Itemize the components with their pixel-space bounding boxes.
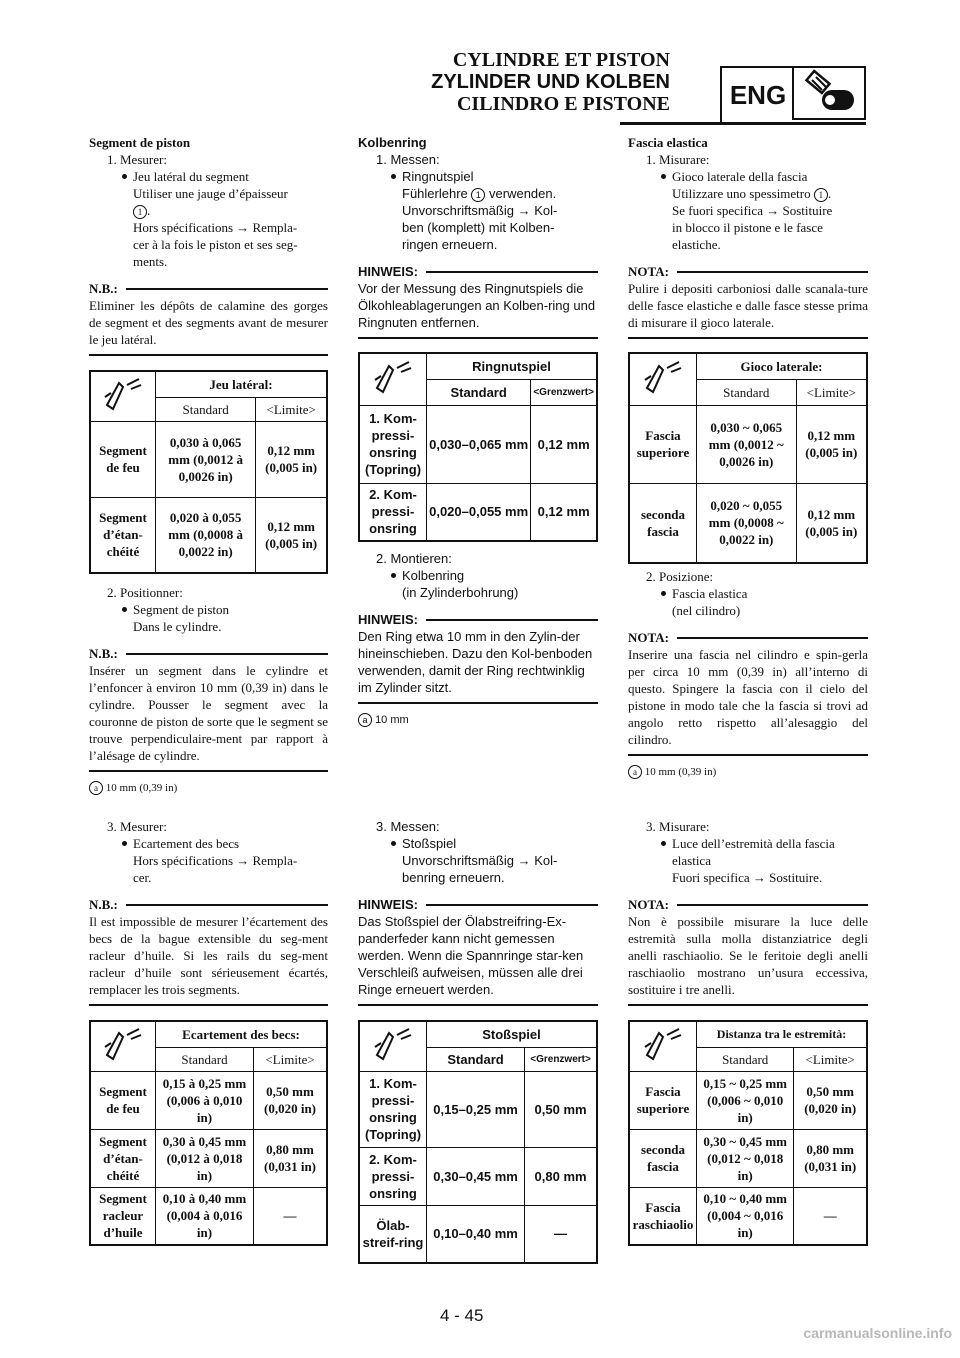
- dimension-note: a 10 mm (0,39 in): [89, 780, 328, 797]
- step-detail: in blocco il pistone e le fasce: [672, 220, 823, 236]
- header-title-de: ZYLINDER UND KOLBEN: [431, 71, 670, 93]
- note-header: N.B.:: [89, 280, 328, 297]
- row-standard: 0,10 ~ 0,40 mm (0,004 ~ 0,016 in): [697, 1187, 794, 1245]
- row-limit: —: [525, 1205, 597, 1263]
- note-rule: [358, 337, 598, 339]
- col-header-limit: <Limite>: [254, 1047, 327, 1071]
- spec-table-end-gap-fr: [89, 1020, 328, 1246]
- note-header: HINWEIS:: [358, 611, 598, 628]
- header-title-fr: CYLINDRE ET PISTON: [452, 49, 670, 71]
- note-text: Vor der Messung des Ringnutspiels die Ölkohleablagerungen an Kolben-ring und Ringnuten entfernen.: [358, 281, 596, 330]
- row-limit: 0,12 mm (0,005 in): [256, 421, 327, 497]
- measure-tool-icon: [359, 353, 427, 405]
- note-header: NOTA:: [628, 629, 868, 646]
- row-limit: 0,12 mm: [531, 405, 597, 483]
- col-header-limit: <Limite>: [256, 397, 327, 421]
- step-text: 2. Positionner:: [107, 585, 183, 600]
- column-fr-part3: [89, 818, 328, 1006]
- note-rule: [89, 1004, 328, 1006]
- note-rule: [89, 770, 328, 772]
- row-label: 1. Kom-pressi-onsring (Topring): [359, 1071, 427, 1147]
- table-title: Jeu latéral:: [156, 371, 328, 397]
- row-label: Fascia superiore: [629, 1071, 697, 1129]
- row-standard: 0,10 à 0,40 mm (0,004 à 0,016 in): [156, 1187, 254, 1245]
- bullet-item: Ringnutspiel: [358, 168, 598, 185]
- table-title: Distanza tra le estremità:: [697, 1021, 868, 1047]
- col-header-limit: <Limite>: [796, 379, 867, 405]
- bullet-item: Luce dell’estremità della fascia: [628, 835, 868, 852]
- col-header-standard: Standard: [156, 397, 256, 421]
- measure-tool-icon: [359, 1021, 427, 1071]
- step-detail: ments.: [133, 254, 168, 270]
- measure-tool-icon: [629, 353, 697, 405]
- measure-tool-icon: [90, 1021, 156, 1071]
- step-detail: Unvorschriftsmäßig → Kol-: [402, 203, 558, 218]
- row-limit: 0,80 mm (0,031 in): [794, 1129, 867, 1187]
- row-label: Ölab-streif-ring: [359, 1205, 427, 1263]
- row-label: Segment de feu: [90, 421, 156, 497]
- column-it-part2: [628, 568, 868, 781]
- row-limit: 0,12 mm (0,005 in): [796, 483, 867, 563]
- dimension-note: a 10 mm (0,39 in): [628, 764, 868, 781]
- row-standard: 0,030 ~ 0,065 mm (0,0012 ~ 0,0026 in): [697, 405, 797, 483]
- row-standard: 0,30–0,45 mm: [427, 1147, 525, 1205]
- step-text: 3. Messen:: [376, 819, 440, 834]
- step-detail: Hors spécifications → Rempla-: [133, 220, 298, 236]
- row-standard: 0,30 ~ 0,45 mm (0,012 ~ 0,018 in): [697, 1129, 794, 1187]
- col-header-standard: Standard: [427, 379, 531, 405]
- row-standard: 0,15 ~ 0,25 mm (0,006 ~ 0,010 in): [697, 1071, 794, 1129]
- bullet-item: Segment de piston: [89, 601, 328, 618]
- row-label: seconda fascia: [629, 1129, 697, 1187]
- column-fr-part2: [89, 584, 328, 797]
- row-label: Fascia raschiaolio: [629, 1187, 697, 1245]
- column-de-part3: [358, 818, 598, 1006]
- row-standard: 0,10–0,40 mm: [427, 1205, 525, 1263]
- note-rule: [358, 1004, 598, 1006]
- step-detail: Se fuori specifica → Sostituire: [672, 203, 833, 219]
- step-text: 1. Misurare:: [646, 152, 710, 167]
- row-standard: 0,020 ~ 0,055 mm (0,0008 ~ 0,0022 in): [697, 483, 797, 563]
- note-text: Pulire i depositi carboniosi dalle scanala-ture delle fasce elastiche e dalle fasce stesse prima di misurare il gioco laterale.: [628, 281, 868, 331]
- note-header: N.B.:: [89, 645, 328, 662]
- step-detail: Dans le cylindre.: [133, 619, 222, 634]
- note-text: Non è possibile misurare la luce delle estremità sulla molla distanziatrice degli anelli raschiaolio. Se le feritoie degli anelli raschiaolio mostrano un’usura eccessiva, sostituire i tre anelli.: [628, 914, 868, 997]
- bullet-item: Gioco laterale della fascia: [628, 168, 868, 185]
- note-rule: [358, 702, 598, 704]
- column-fr: [89, 134, 328, 356]
- row-standard: 0,15 à 0,25 mm (0,006 à 0,010 in): [156, 1071, 254, 1129]
- row-standard: 0,30 à 0,45 mm (0,012 à 0,018 in): [156, 1129, 254, 1187]
- row-label: 2. Kom-pressi-onsring: [359, 483, 427, 541]
- step-text: 2. Montieren:: [376, 551, 452, 566]
- row-standard: 0,030 à 0,065 mm (0,0012 à 0,0026 in): [156, 421, 256, 497]
- table-title: Gioco laterale:: [697, 353, 868, 379]
- step-detail: Utiliser une jauge d’épaisseur: [133, 186, 288, 201]
- bullet-item: Kolbenring: [358, 567, 598, 584]
- row-standard: 0,020–0,055 mm: [427, 483, 531, 541]
- step-detail: Unvorschriftsmäßig → Kol-: [402, 853, 558, 868]
- step-text: 1. Mesurer:: [107, 152, 167, 167]
- row-limit: 0,50 mm: [525, 1071, 597, 1147]
- step-detail: (nel cilindro): [672, 603, 741, 618]
- row-limit: 0,12 mm: [531, 483, 597, 541]
- step-detail: elastiche.: [672, 237, 721, 253]
- step-text: 1. Messen:: [376, 152, 440, 167]
- spec-table-end-gap-de: [358, 1020, 598, 1264]
- row-label: seconda fascia: [629, 483, 697, 563]
- note-text: Eliminer les dépôts de calamine des gorges de segment et des segments avant de mesurer le jeu latéral.: [89, 298, 328, 348]
- step-detail: ringen erneuern.: [402, 237, 498, 252]
- note-header: NOTA:: [628, 896, 868, 913]
- row-label: Segment d’étan-chéité: [90, 1129, 156, 1187]
- row-limit: —: [794, 1187, 867, 1245]
- step-text: 2. Posizione:: [646, 569, 714, 584]
- step-detail: cer.: [133, 870, 152, 885]
- note-header: HINWEIS:: [358, 263, 598, 280]
- callout-number: 1: [814, 188, 828, 202]
- spec-table-end-gap-it: [628, 1020, 868, 1246]
- table-title: Ringnutspiel: [427, 353, 598, 379]
- header-rule: [620, 122, 866, 125]
- step-detail: benring erneuern.: [402, 870, 505, 885]
- measure-tool-icon: [90, 371, 156, 421]
- row-limit: 0,12 mm (0,005 in): [256, 497, 327, 573]
- col-header-standard: Standard: [427, 1047, 525, 1071]
- spec-table-ring-groove-de: [358, 352, 598, 542]
- note-rule: [89, 354, 328, 356]
- col-header-standard: Standard: [697, 1047, 794, 1071]
- note-rule: [628, 337, 868, 339]
- row-limit: 0,50 mm (0,020 in): [794, 1071, 867, 1129]
- col-header-standard: Standard: [697, 379, 797, 405]
- col-header-standard: Standard: [156, 1047, 254, 1071]
- step-detail: 1 .: [89, 202, 328, 219]
- row-label: 2. Kom-pressi-onsring: [359, 1147, 427, 1205]
- spec-table-side-clearance-it: [628, 352, 868, 564]
- step-text: 3. Mesurer:: [107, 819, 167, 834]
- row-label: 1. Kom-pressi-onsring (Topring): [359, 405, 427, 483]
- section-heading: Fascia elastica: [628, 135, 708, 150]
- step-detail: Utilizzare uno spessimetro 1 .: [672, 186, 832, 201]
- step-detail: (in Zylinderbohrung): [402, 585, 519, 600]
- bullet-item: Jeu latéral du segment: [89, 168, 328, 185]
- spec-table-side-clearance-fr: [89, 370, 328, 574]
- note-text: Den Ring etwa 10 mm in den Zylin-der hineinschieben. Dazu den Kol-benboden verwenden, damit der Ring rechtwinklig im Zylinder sitzt.: [358, 629, 593, 695]
- section-heading: Segment de piston: [89, 135, 191, 150]
- page-number: 4 - 45: [440, 1306, 484, 1325]
- column-it: [628, 134, 868, 339]
- column-it-part3: [628, 818, 868, 1006]
- row-limit: 0,80 mm: [525, 1147, 597, 1205]
- table-title: Ecartement des becs:: [156, 1021, 328, 1047]
- note-text: Il est impossible de mesurer l’écartement des becs de la bague extensible du seg-ment racleur d’huile. Si les rails du seg-ment racleur d’huile sont sérieusement écartés, remplacer les trois segments.: [89, 914, 328, 997]
- bullet-item: Fascia elastica: [628, 585, 868, 602]
- column-de: [358, 134, 598, 339]
- eng-badge: ENG: [720, 66, 794, 124]
- row-label: Segment de feu: [90, 1071, 156, 1129]
- row-limit: 0,80 mm (0,031 in): [254, 1129, 327, 1187]
- row-limit: 0,50 mm (0,020 in): [254, 1071, 327, 1129]
- table-title: Stoßspiel: [427, 1021, 598, 1047]
- measure-tool-icon: [629, 1021, 697, 1071]
- row-label: Fascia superiore: [629, 405, 697, 483]
- note-header: HINWEIS:: [358, 896, 598, 913]
- note-header: NOTA:: [628, 263, 868, 280]
- row-label: Segment d’étan-chéité: [90, 497, 156, 573]
- section-heading: Kolbenring: [358, 135, 427, 150]
- callout-number: 1: [471, 188, 485, 202]
- row-standard: 0,15–0,25 mm: [427, 1071, 525, 1147]
- col-header-limit: <Grenzwert>: [525, 1047, 597, 1071]
- step-detail: elastica: [672, 853, 711, 868]
- step-text: 3. Misurare:: [646, 819, 710, 834]
- row-limit: 0,12 mm (0,005 in): [796, 405, 867, 483]
- callout-number: 1: [133, 205, 147, 219]
- note-text: Das Stoßspiel der Ölabstreifring-Ex-panderfeder kann nicht gemessen werden. Wenn die Spannringe star-ken Verschleiß aufweisen, müssen alle drei Ringe erneuert werden.: [358, 914, 584, 997]
- step-detail: Hors spécifications → Rempla-: [133, 853, 298, 868]
- col-header-limit: <Grenzwert>: [531, 379, 597, 405]
- note-rule: [628, 754, 868, 756]
- row-standard: 0,030–0,065 mm: [427, 405, 531, 483]
- bullet-item: Ecartement des becs: [89, 835, 328, 852]
- col-header-limit: <Limite>: [794, 1047, 867, 1071]
- step-detail: cer à la fois le piston et ses seg-: [133, 237, 298, 253]
- watermark: carmanualsonline.info: [803, 1325, 952, 1341]
- step-detail: Fuori specifica → Sostituire.: [672, 870, 823, 885]
- bullet-item: Stoßspiel: [358, 835, 598, 852]
- note-rule: [628, 1004, 868, 1006]
- header-title-it: CILINDRO E PISTONE: [456, 93, 670, 115]
- step-detail: Fühlerlehre 1 verwenden.: [402, 186, 557, 201]
- row-standard: 0,020 à 0,055 mm (0,0008 à 0,0022 in): [156, 497, 256, 573]
- row-label: Segment racleur d’huile: [90, 1187, 156, 1245]
- note-header: N.B.:: [89, 896, 328, 913]
- column-de-part2: [358, 550, 598, 729]
- engine-tool-icon: [792, 66, 866, 120]
- note-text: Inserire una fascia nel cilindro e spin-gerla per circa 10 mm (0,39 in) all’interno di questo. Spingere la fascia con il cielo del pistone in modo tale che la fascia si trovi ad angolo retto rispetto all’alesaggio del cilindro.: [628, 647, 868, 747]
- dimension-note: a 10 mm: [358, 712, 598, 729]
- note-text: Insérer un segment dans le cylindre et l’enfoncer à environ 10 mm (0,39 in) dans le cylindre. Pousser le segment avec la couronne de piston de sorte que le segment se trouve perpendiculaire-ment par rapport à l’alésage de cylindre.: [89, 663, 328, 763]
- step-detail: ben (komplett) mit Kolben-: [402, 220, 555, 235]
- row-limit: —: [254, 1187, 327, 1245]
